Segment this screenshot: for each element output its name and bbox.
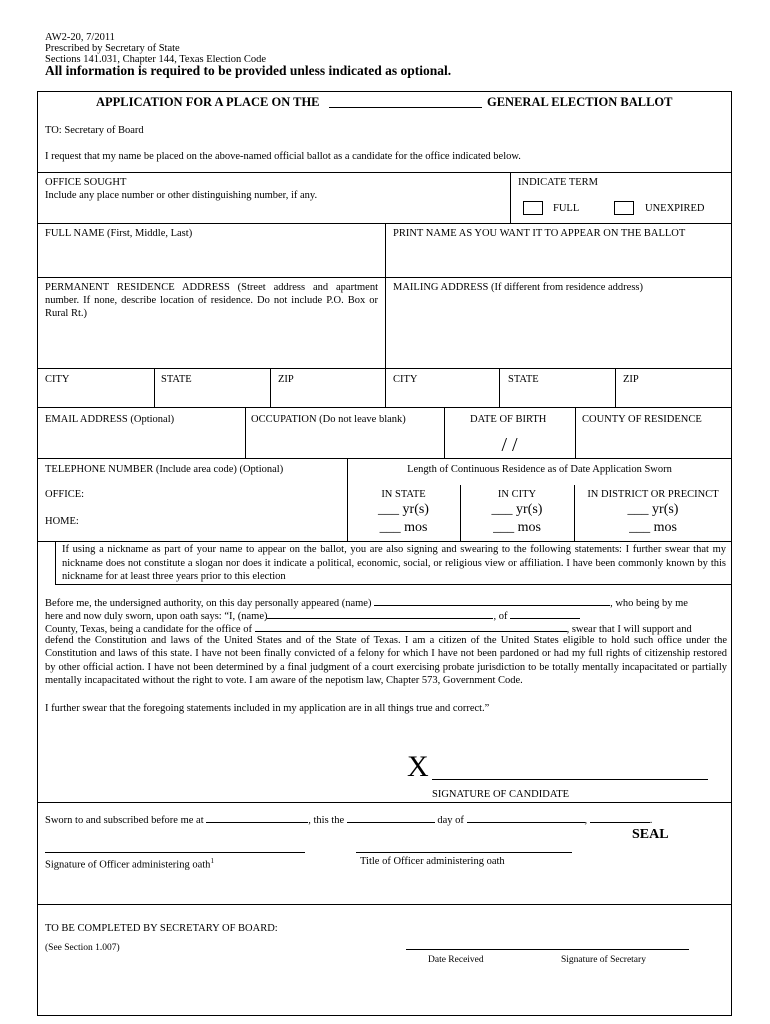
to-line: TO: Secretary of Board [45,125,144,136]
in-city-label: IN CITY [497,489,537,500]
dob-slashes[interactable]: / / [501,434,518,456]
sworn-year-blank[interactable] [590,812,650,823]
full-name-label: FULL NAME (First, Middle, Last) [45,228,193,239]
sworn-name-blank[interactable] [267,608,493,619]
in-district-yrs[interactable]: ___ yr(s) [627,502,679,517]
in-district-label: IN DISTRICT OR PRECINCT [587,489,719,500]
officer-title-label: Title of Officer administering oath [360,856,505,867]
city-label-2: CITY [393,374,418,385]
signature-label: SIGNATURE OF CANDIDATE [432,789,570,800]
unexpired-term-label: UNEXPIRED [645,203,705,214]
ballot-name-field[interactable] [393,242,728,272]
see-section-note: (See Section 1.007) [45,943,120,953]
county-label: COUNTY OF RESIDENCE [582,414,702,425]
residence-address-label: PERMANENT RESIDENCE ADDRESS (Street address and apartment number. If none, describe location of residence. Do not include P.O. Box or Rural Rt.) [45,282,378,319]
email-label: EMAIL ADDRESS (Optional) [45,414,175,425]
unexpired-term-checkbox[interactable] [614,201,634,215]
officer-title-line[interactable] [356,852,572,853]
footnote-marker: 1 [210,857,214,865]
oath-body: defend the Constitution and laws of the United States and of the State of Texas. I am a citizen of the United States eligible to hold such office under the Constitution and laws of this state. I have not been finally convicted of a felony for which I have not been pardoned or had my full rights of citizenship restored by other official action. I have not been determined by a final judgment of a court exercising probate jurisdiction to be totally mentally incapacitated or partially mentally incapacitated without the right to vote. I am aware of the nepotism law, Chapter 573, Government Code. [45,635,727,686]
form-id: AW2-20, 7/2011 [45,32,115,43]
mailing-address-label: MAILING ADDRESS (If different from residence address) [393,282,643,293]
sworn-month-blank[interactable] [467,812,585,823]
in-state-label: IN STATE [381,489,426,500]
signature-x-mark: X [407,750,429,783]
dob-label: DATE OF BIRTH [470,414,547,425]
indicate-term-label: INDICATE TERM [518,177,599,188]
in-state-mos[interactable]: ___ mos [379,520,428,535]
sworn-place-blank[interactable] [206,812,308,823]
election-blank[interactable] [329,107,482,108]
office-sought-label: OFFICE SOUGHT [45,177,127,188]
secretary-signature-line[interactable] [406,949,689,950]
nickname-note: If using a nickname as part of your name to appear on the ballot, you are also signing and swearing to the following statements: I further swear that my nickname does not constitute a slogan nor does it indicate a political, economic, social, or religious view or affiliation. I have been commonly known by this nickname for at least three years prior to this election [62,544,726,582]
required-note: All information is required to be provided unless indicated as optional. [45,63,452,78]
residence-length-label: Length of Continuous Residence as of Date Application Sworn [407,464,672,475]
oath-further: I further swear that the foregoing statements included in my application are in all things true and correct.” [45,703,490,714]
oath-line-2: here and now duly sworn, upon oath says: “I, (name) , of [45,608,727,622]
state-label-1: STATE [161,374,192,385]
in-district-mos[interactable]: ___ mos [629,520,677,535]
code-sections: Sections 141.031, Chapter 144, Texas Election Code [45,54,266,65]
title-suffix: GENERAL ELECTION BALLOT [487,95,673,109]
secretary-signature-label: Signature of Secretary [561,955,646,965]
office-blank[interactable] [255,621,567,632]
full-term-label: FULL [553,203,580,214]
in-state-yrs[interactable]: ___ yr(s) [378,502,429,517]
seal-label: SEAL [632,827,669,842]
officer-signature-label: Signature of Officer administering oath$^1$ [45,857,214,871]
state-label-2: STATE [508,374,539,385]
phone-label: TELEPHONE NUMBER (Include area code) (Optional) [45,464,284,475]
ballot-name-label: PRINT NAME AS YOU WANT IT TO APPEAR ON THE BALLOT [393,228,686,239]
appeared-name-blank[interactable] [374,595,610,606]
mailing-address-field[interactable] [393,296,728,365]
full-term-checkbox[interactable] [523,201,543,215]
secretary-section-title: TO BE COMPLETED BY SECRETARY OF BOARD: [45,923,278,934]
office-sought-hint: Include any place number or other distinguishing number, if any. [45,190,318,201]
in-city-yrs[interactable]: ___ yr(s) [491,502,543,517]
in-city-mos[interactable]: ___ mos [493,520,541,535]
date-received-label: Date Received [428,955,484,965]
office-sought-field[interactable] [45,202,505,220]
occupation-label: OCCUPATION (Do not leave blank) [251,414,406,425]
oath-line-1: Before me, the undersigned authority, on this day personally appeared (name) , who being by me [45,595,727,609]
full-name-field[interactable] [45,242,380,272]
residence-address-field[interactable] [45,323,380,365]
sworn-day-blank[interactable] [347,812,435,823]
candidate-signature-line[interactable] [432,779,708,780]
phone-home-label: HOME: [45,516,79,527]
city-label-1: CITY [45,374,70,385]
officer-signature-line[interactable] [45,852,305,853]
prescribed-by: Prescribed by Secretary of State [45,43,180,54]
oath-line-3: County, Texas, being a candidate for the office of , swear that I will support and [45,621,727,635]
request-line: I request that my name be placed on the above-named official ballot as a candidate for the office indicated below. [45,151,521,162]
zip-label-1: ZIP [278,374,294,385]
county-blank[interactable] [510,608,580,619]
sworn-line: Sworn to and subscribed before me at , this the day of , . [45,812,727,826]
zip-label-2: ZIP [623,374,639,385]
phone-office-label: OFFICE: [45,489,85,500]
title-prefix: APPLICATION FOR A PLACE ON THE [96,95,320,109]
